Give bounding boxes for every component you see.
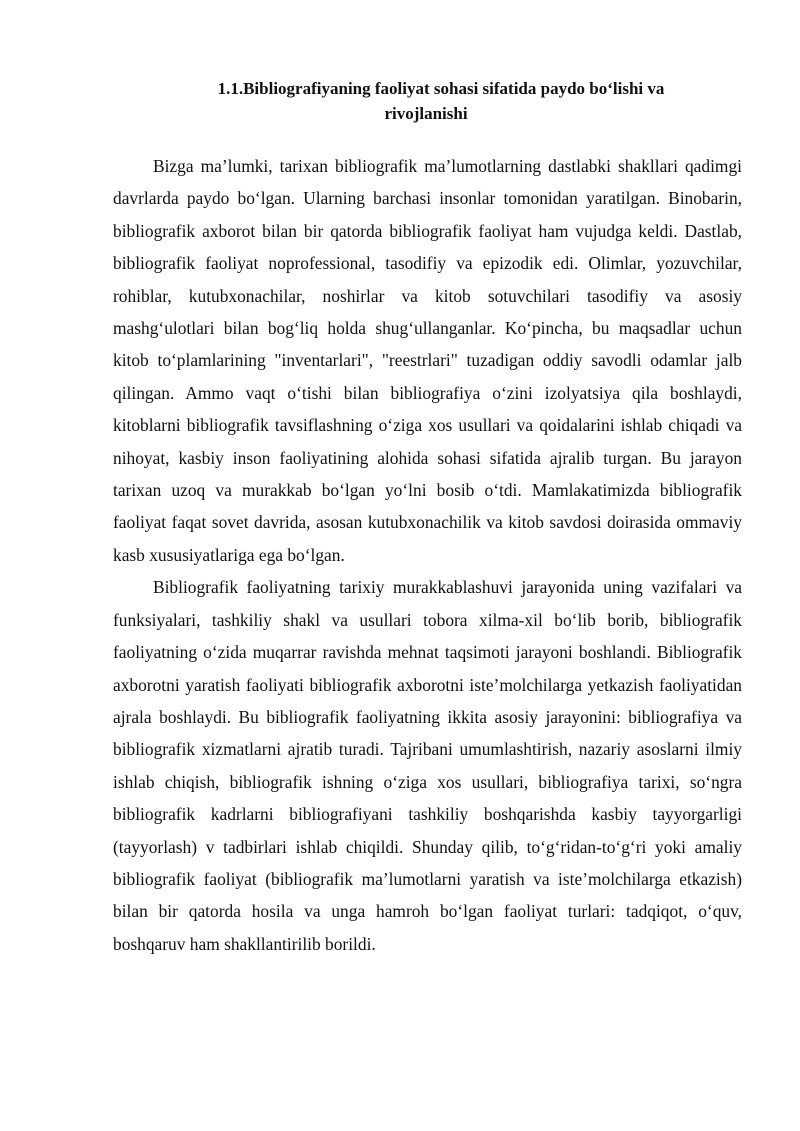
heading-line-2: rivojlanishi (384, 104, 468, 123)
body-text (113, 150, 742, 960)
paragraph-1: Bizga ma’lumki, tarixan bibliografik ma’lumotlarning dastlabki shakllari qadimgi davrlarda paydo bo‘lgan. Ularning barchasi insonlar tomonidan yaratilgan. Binobarin, bibliografik axborot bilan bir qatorda bibliografik faoliyat ham vujudga keldi. Dastlab, bibliografik faoliyat noprofessional, tasodifiy va epizodik edi. Olimlar, yozuvchilar, rohiblar, kutubxonachilar, noshirlar va kitob sotuvchilari tasodifiy va asosiy mashg‘ulotlari bilan bog‘liq holda shug‘ullanganlar. Ko‘pincha, bu maqsadlar uchun kitob to‘plamlarining "inventarlari", "reestrlari" tuzadigan oddiy savodli odamlar jalb qilingan. Ammo vaqt o‘tishi bilan bibliografiya o‘zini izolyatsiya qila boshlaydi, kitoblarni bibliografik tavsiflashning o‘ziga xos usullari va qoidalarini ishlab chiqadi va nihoyat, kasbiy inson faoliyatining alohida sohasi sifatida ajralib turgan. Bu jarayon tarixan uzoq va murakkab bo‘lgan yo‘lni bosib o‘tdi. Mamlakatimizda bibliografik faoliyat faqat sovet davrida, asosan kutubxonachilik va kitob savdosi doirasida ommaviy kasb xususiyatlariga ega bo‘lgan. (113, 156, 742, 565)
paragraph-2: Bibliografik faoliyatning tarixiy murakkablashuvi jarayonida uning vazifalari va funksiyalari, tashkiliy shakl va usullari tobora xilma-xil bo‘lib borib, bibliografik faoliyatning o‘zida muqarrar ravishda mehnat taqsimoti jarayoni boshlandi. Bibliografik axborotni yaratish faoliyati bibliografik axborotni iste’molchilarga yetkazish faoliyatidan ajrala boshlaydi. Bu bibliografik faoliyatning ikkita asosiy jarayonini: bibliografiya va bibliografik xizmatlarni ajratib turadi. Tajribani umumlashtirish, nazariy asoslarni ilmiy ishlab chiqish, bibliografik ishning o‘ziga xos usullari, bibliografiya tarixi, so‘ngra bibliografik kadrlarni bibliografiyani tashkiliy boshqarishda kasbiy tayyorgarligi (tayyorlash) v tadbirlari ishlab chiqildi. Shunday qilib, to‘g‘ridan-to‘g‘ri yoki amaliy bibliografik faoliyat (bibliografik ma’lumotlarni yaratish va iste’molchilarga etkazish) bilan bir qatorda hosila va unga hamroh bo‘lgan faoliyat turlari: tadqiqot, o‘quv, boshqaruv ham shakllantirilib borildi. (113, 577, 742, 954)
heading-line-1: 1.1.Bibliografiyaning faoliyat sohasi sifatida paydo bo‘lishi va (217, 79, 665, 98)
section-heading (110, 76, 742, 126)
